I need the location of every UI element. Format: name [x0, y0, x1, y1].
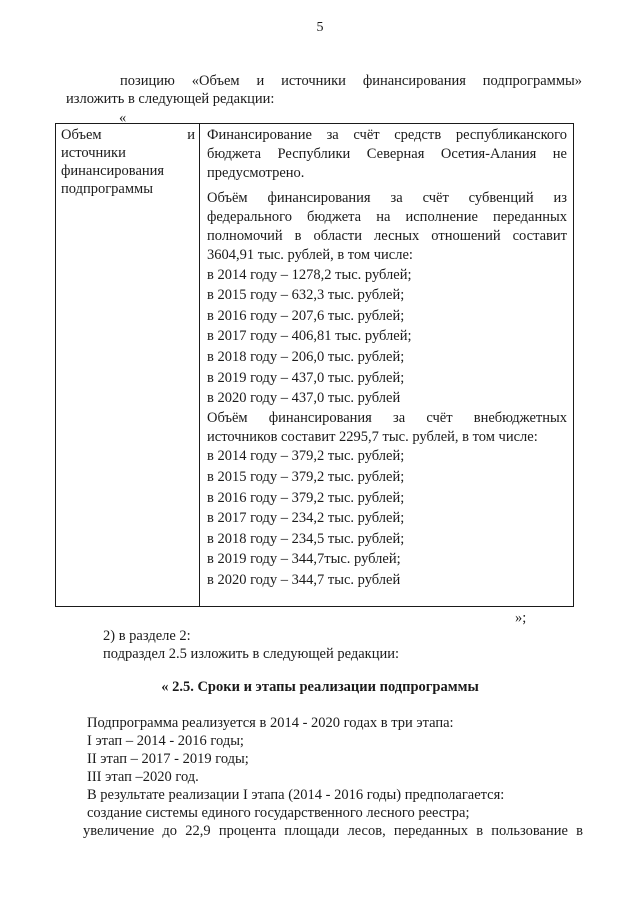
- body-line: В результате реализации I этапа (2014 - 2016 годы) предполагается:: [87, 787, 505, 803]
- body-line: Подпрограмма реализуется в 2014 - 2020 годах в три этапа:: [87, 715, 454, 731]
- extra-year-item: в 2020 году – 344,7 тыс. рублей: [207, 571, 401, 588]
- extra-year-item: в 2018 году – 234,5 тыс. рублей;: [207, 530, 405, 547]
- label-line-financing: финансирования: [61, 163, 165, 179]
- label-word-and: и: [187, 127, 195, 143]
- federal-year-item: в 2015 году – 632,3 тыс. рублей;: [207, 287, 405, 304]
- republican-budget-paragraph: Финансирование за счёт средств республиканского бюджета Республики Северная Осетия-Алания не предусмотрено.: [207, 127, 567, 181]
- body-line: II этап – 2017 - 2019 годы;: [87, 751, 249, 767]
- body-line: III этап –2020 год.: [87, 769, 199, 785]
- page-number: 5: [316, 20, 324, 35]
- body-line: создание системы единого государственного лесного реестра;: [87, 805, 470, 821]
- label-word-volume: Объем: [61, 127, 102, 143]
- federal-years-list: [207, 265, 567, 409]
- label-line-sources: источники: [61, 145, 126, 161]
- subsection-instruction: подраздел 2.5 изложить в следующей редакции:: [103, 646, 400, 662]
- extrabudgetary-years-list: [207, 446, 567, 590]
- row-label-cell: [56, 124, 200, 607]
- extra-year-item: в 2017 году – 234,2 тыс. рублей;: [207, 510, 405, 527]
- body-paragraph: [83, 714, 583, 840]
- federal-year-item: в 2018 году – 206,0 тыс. рублей;: [207, 348, 405, 365]
- section-item-line: 2) в разделе 2:: [103, 628, 191, 644]
- label-line-subprogram: подпрограммы: [61, 181, 153, 197]
- extra-year-item: в 2019 году – 344,7тыс. рублей;: [207, 551, 401, 568]
- body-line: I этап – 2014 - 2016 годы;: [87, 733, 244, 749]
- federal-year-item: в 2014 году – 1278,2 тыс. рублей;: [207, 266, 412, 283]
- federal-year-item: в 2016 году – 207,6 тыс. рублей;: [207, 307, 405, 324]
- intro-paragraph: [66, 72, 582, 108]
- funding-table-row: [56, 124, 574, 607]
- extra-year-item: в 2014 году – 379,2 тыс. рублей;: [207, 448, 405, 465]
- extra-year-item: в 2015 году – 379,2 тыс. рублей;: [207, 468, 405, 485]
- federal-year-item: в 2019 году – 437,0 тыс. рублей;: [207, 369, 405, 386]
- row-content-cell: [200, 124, 574, 607]
- intro-line-2: изложить в следующей редакции:: [66, 91, 275, 107]
- section-heading: « 2.5. Сроки и этапы реализации подпрограммы: [161, 679, 479, 695]
- opening-quote: «: [119, 110, 127, 126]
- intro-line-1: позицию «Объем и источники финансирования подпрограммы»: [120, 73, 582, 89]
- federal-year-item: в 2017 году – 406,81 тыс. рублей;: [207, 328, 412, 345]
- federal-year-item: в 2020 году – 437,0 тыс. рублей: [207, 390, 401, 407]
- funding-table: [55, 123, 574, 607]
- extra-year-item: в 2016 году – 379,2 тыс. рублей;: [207, 489, 405, 506]
- extrabudgetary-paragraph: Объём финансирования за счёт внебюджетных источников составит 2295,7 тыс. рублей, в том числе:: [207, 409, 567, 445]
- federal-subvention-paragraph: Объём финансирования за счёт субвенций из федерального бюджета на исполнение переданных полномочий в области лесных отношений составит 3604,91 тыс. рублей, в том числе:: [207, 190, 567, 263]
- closing-quote: »;: [515, 610, 527, 626]
- body-line: увеличение до 22,9 процента площади лесов, переданных в пользование в: [83, 823, 583, 839]
